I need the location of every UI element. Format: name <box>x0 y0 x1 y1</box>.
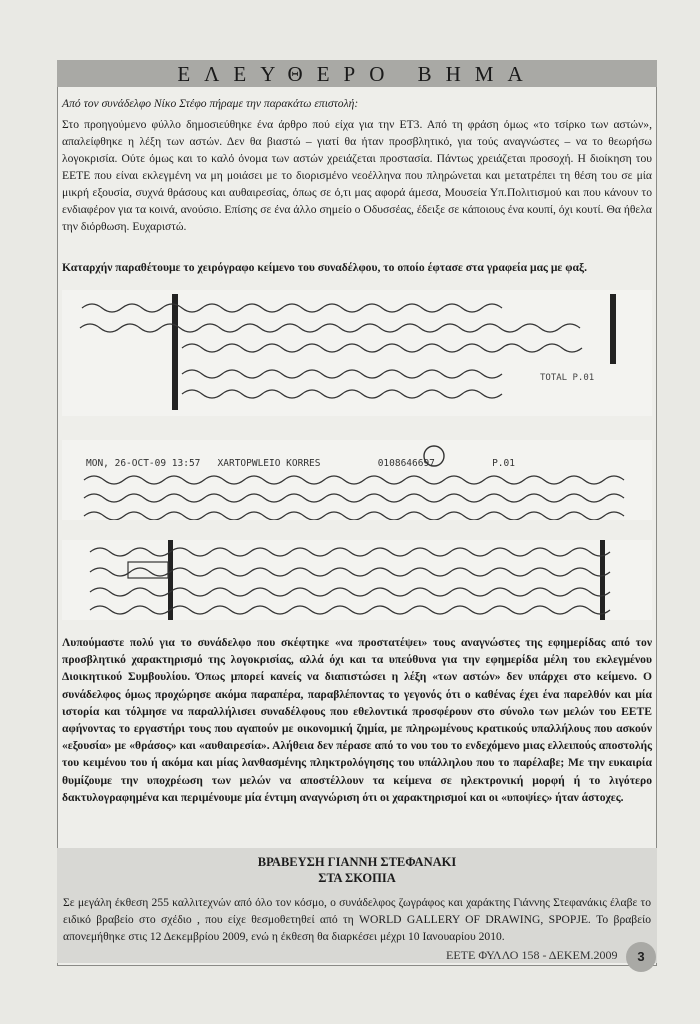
handwriting-scan <box>62 440 652 520</box>
footer-issue: ΕΕΤΕ ΦΥΛΛΟ 158 - ΔΕΚΕΜ.2009 <box>446 948 618 962</box>
fax-total: TOTAL P.01 <box>540 373 595 383</box>
editorial-response: Λυπούμαστε πολύ για το συνάδελφο που σκέφτηκε «να προστατέψει» τους αναγνώστες της εφημερίδας από τον προσβλητικό χαρακτηρισμό της λογοκρισίας, αλλά όχι και τα υπεύθυνα για την εφημερίδα μέλη του εκλεγμένου Διοικητικού Συμβουλίου. Όπως μπορεί κανείς να διαπιστώσει η λέξη «των αστών» δεν υπάρχει στο κείμενο. Ο συνάδελφος όμως προχώρησε ακόμα παραπέρα, παραβλέποντας το γεγονός ότι ο καθένας έχει ένα παρελθόν και μία ιστορία και τόλμησε να παραλλήλισει συναδέλφους που εθελοντικά προσφέρουν στο σύνολο των μελών του ΕΕΤΕ αφήνοντας το εργαστήρι τους που αγαπούν με οικονομική ζημία, με πληρωμένους κρατικούς υπαλλήλους που ασκούν «εξουσία» με «θράσος» και «αυθαιρεσία». Αλήθεια δεν πέρασε από το νου του το ενδεχόμενο μιας ελλειπούς αποστολής του κειμένου του ή ακόμα και μίας λανθασμένης πληκτρολόγησης του υπάλληλου που το παρέλαβε; Με την ευκαιρία θυμίζουμε την υποχρέωση των μελών να αποστέλλουν τα κείμενα σε ηλεκτρονική μορφή ή το λιγότερο δακτυλογραφημένα και περιμένουμε μία έντιμη αναγνώριση ότι οι χαρακτηρισμοί και οι «υποψίες» ήταν άστοχες. <box>62 636 652 804</box>
handwriting-scan <box>62 540 652 620</box>
fax-intro: Καταρχήν παραθέτουμε το χειρόγραφο κείμενο του συναδέλφου, το οποίο έφτασε στα γραφεία μας με φαξ. <box>62 261 588 274</box>
letter-block <box>62 95 652 235</box>
letter-lead: Από τον συνάδελφο Νίκο Στέφο πήραμε την παρακάτω επιστολή: <box>62 97 359 110</box>
page-number-badge: 3 <box>626 942 656 972</box>
fax-image-middle <box>62 440 652 520</box>
award-title <box>57 854 657 886</box>
fax-image-top <box>62 290 652 416</box>
letter-text: Στο προηγούμενο φύλλο δημοσιεύθηκε ένα άρθρο πού είχα για την ΕΤ3. Από τη φράση όμως «το τσίρκο των αστών», απαλείφθηκε η λέξη των αστών. Δεν θα βιαστώ – γιατί θα ήταν προσβλητικό, για τούς αναγνώστες – να το θεωρήσω λογοκρισία. Ούτε όμως και το καλό όνομα των αστών χρειάζεται προστασία. Πάντως χρειάζεται προσοχή. Η διοίκηση του ΕΕΤΕ που είναι εκλεγμένη να μη μοιάσει με το διορισμένο νεοέλληνα που πληρώνεται και μετατρέπει τη θέση του σε μία μικρή εξουσία, συχνά θράσους και αυθαιρεσίας, όπως σε ό,τι μας αφορά άμεσα, Μουσεία Υπ.Πολιτισμού και που κάνουν το ενδιαφέρον για τα κοινά, ανούσιο. Επίσης σε ένα άλλο σημείο ο Οδυσσέας, έδειξε σε κάποιους ένα κουπί, όχι κουτί. Θα ήθελα την διόρθωση. Ευχαριστώ. <box>62 118 652 233</box>
fax-image-bottom <box>62 540 652 620</box>
award-text: Σε μεγάλη έκθεση 255 καλλιτεχνών από όλο τον κόσμο, ο συνάδελφος ζωγράφος και χαράκτης Γιάννης Στεφανάκις έλαβε το ειδικό βραβείο στο σχέδιο , που είχε θεσμοθετηθεί από τη WORLD GALLERY OF DRAWING, SPOPJE. Το βραβείο απονεμήθηκε στις 12 Δεκεμβρίου 2009, ενώ η έκθεση θα διαρκέσει μέχρι 10 Ιανουαρίου 2010. <box>63 896 651 943</box>
handwriting-scan <box>62 290 652 416</box>
award-title-line1: ΒΡΑΒΕΥΣΗ ΓΙΑΝΝΗ ΣΤΕΦΑΝΑΚΙ <box>257 855 457 869</box>
masthead: ΕΛΕΥΘΕΡΟ ΒΗΜΑ <box>57 60 657 87</box>
award-box <box>57 848 657 963</box>
award-title-line2: ΣΤΑ ΣΚΟΠΙΑ <box>318 871 396 885</box>
fax-header: MON, 26-OCT-09 13:57 XARTOPWLEIO KORRES 0108646697 P.01 <box>86 458 515 469</box>
